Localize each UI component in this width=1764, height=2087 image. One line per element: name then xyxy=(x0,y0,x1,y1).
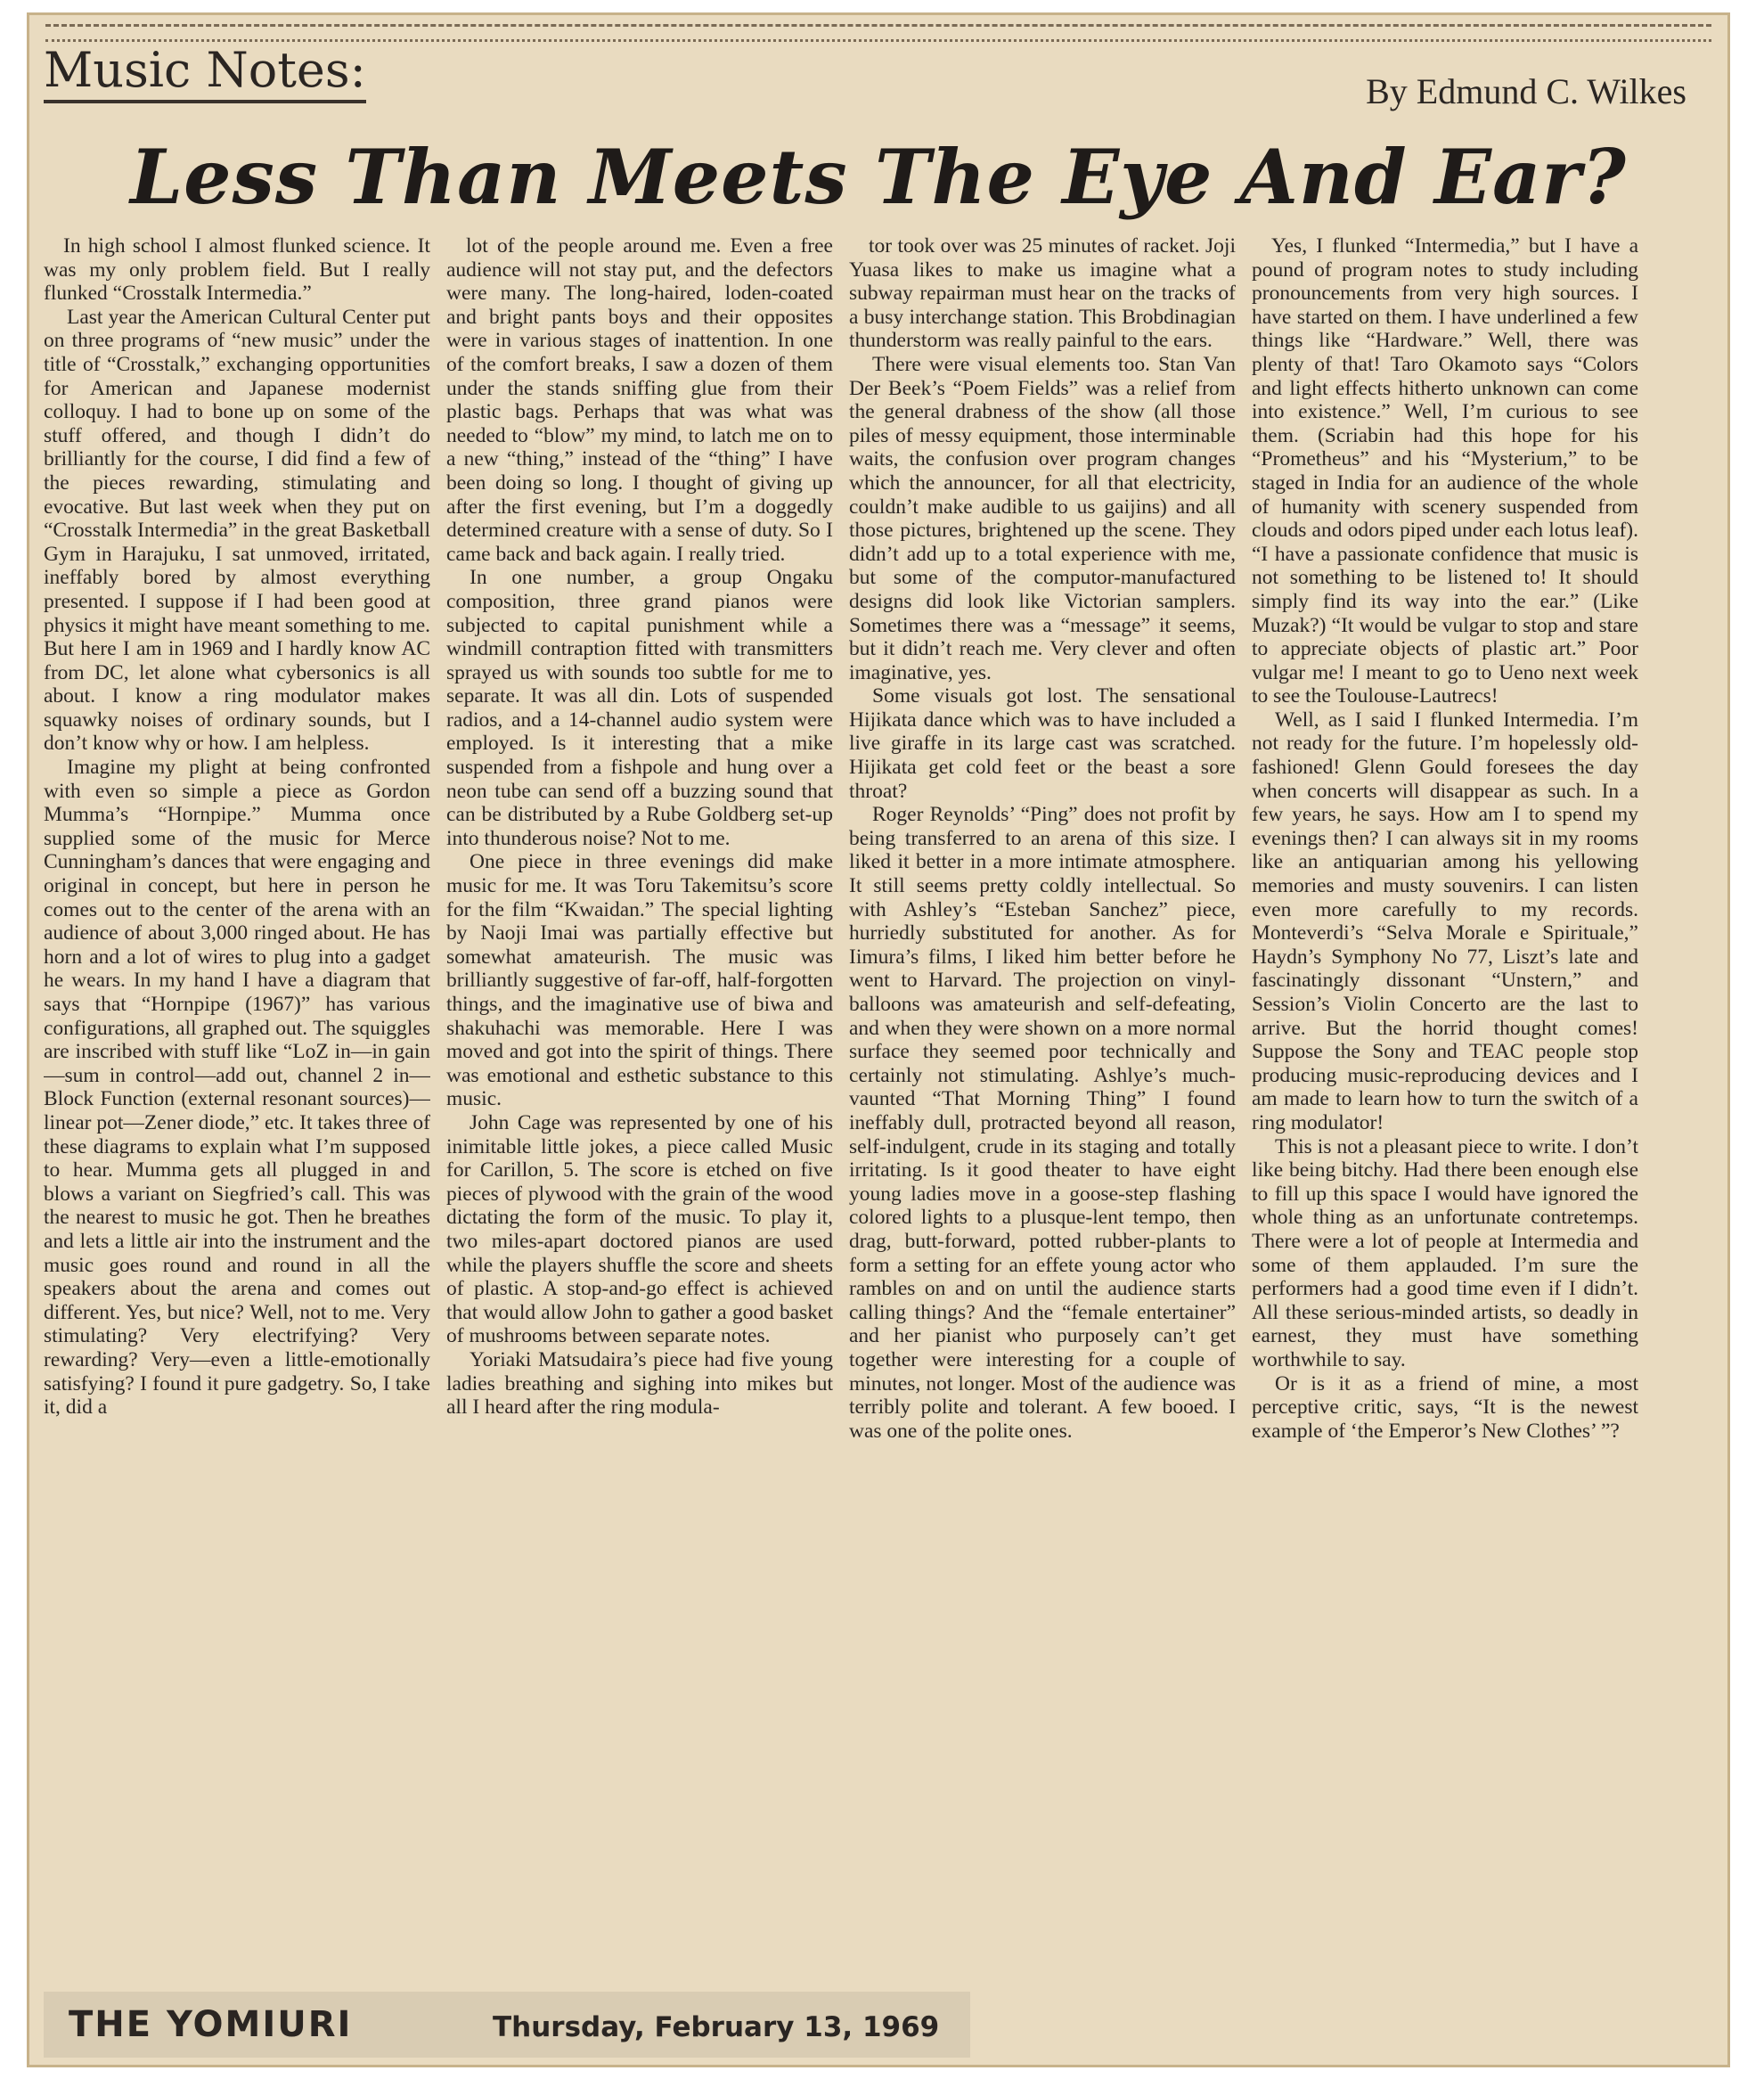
newspaper-name: THE YOMIURI xyxy=(69,2004,353,2045)
article-column-1 xyxy=(44,234,430,1981)
paragraph: Well, as I said I flunked Intermedia. I’m not ready for the future. I’m hopelessly old-fashioned! Glenn Gould foresees the day when concerts will disappear as such. In a few years, he says. How am I to spend my evenings then? I can always sit in my rooms like an antiquarian among his yellowing memories and musty souvenirs. I can listen even more carefully to my records. Monteverdi’s “Selva Morale e Spirituale,” Haydn’s Symphony No 77, Liszt’s late and fascinatingly dissonant “Unstern,” and Session’s Violin Concerto are the last to arrive. But the horrid thought comes! Suppose the Sony and TEAC people stop producing music-reproducing devices and I am made to learn how to turn the switch of a ring modulator! xyxy=(1252,708,1638,1134)
byline: By Edmund C. Wilkes xyxy=(1366,71,1686,111)
paragraph: In one number, a group Ongaku composition, three grand pianos were subjected to capital punishment while a windmill contraption fitted with transmitters sprayed us with sounds too subtle for me to separate. It was all din. Lots of suspended radios, and a 14-channel audio system were employed. Is it interesting that a mike suspended from a fishpole and hung over a neon tube can send off a buzzing sound that can be distributed by a Rube Goldberg set-up into thunderous noise? Not to me. xyxy=(446,566,833,850)
article-column-2 xyxy=(446,234,833,1981)
section-label: Music Notes: xyxy=(44,42,366,103)
article-column-3 xyxy=(849,234,1236,1981)
decorative-border xyxy=(45,24,1711,42)
paragraph: Yoriaki Matsudaira’s piece had five young ladies breathing and sighing into mikes but all I heard after the ring modula- xyxy=(446,1347,833,1420)
paragraph: One piece in three evenings did make music for me. It was Toru Takemitsu’s score for the film “Kwaidan.” The special lighting by Naoji Imai was partially effective but somewhat amateurish. The music was brilliantly suggestive of far-off, half-forgotten things, and the imaginative use of biwa and shakuhachi was memorable. Here I was moved and got into the spirit of things. There was emotional and esthetic substance to this music. xyxy=(446,850,833,1111)
paragraph: lot of the people around me. Even a free audience will not stay put, and the defectors were many. The long-haired, loden-coated and bright pants boys and their opposites were in various stages of inattention. In one of the comfort breaks, I saw a dozen of them under the stands sniffing glue from their plastic bags. Perhaps that was what was needed to “blow” my mind, to latch me on to a new “thing,” instead of the “thing” I have been doing so long. I thought of giving up after the first evening, but I’m a doggedly determined creature with a sense of duty. So I came back and back again. I really tried. xyxy=(446,234,833,566)
paragraph: Some visuals got lost. The sensational Hijikata dance which was to have included a live giraffe in its large cast was scratched. Hijikata get cold feet or the beast a sore throat? xyxy=(849,684,1236,803)
paragraph: In high school I almost flunked science. It was my only problem field. But I really flunked “Crosstalk Intermedia.” xyxy=(44,234,430,306)
paragraph: There were visual elements too. Stan Van Der Beek’s “Poem Fields” was a relief from the general drabness of the show (all those piles of messy equipment, those interminable waits, the confusion over program changes which the announcer, for all that electricity, couldn’t make audible to us gaijins) and all those pictures, brightened up the scene. They didn’t add up to a total experience with me, but some of the computor-manufactured designs did look like Victorian samplers. Sometimes there was a “message” it seems, but it didn’t reach me. Very clever and often imaginative, yes. xyxy=(849,352,1236,684)
paragraph: Last year the American Cultural Center put on three programs of “new music” under the title of “Crosstalk,” exchanging opportunities for American and Japanese modernist colloquy. I had to bone up on some of the stuff offered, and though I didn’t do brilliantly for the course, I did find a few of the pieces rewarding, stimulating and evocative. But last week when they put on “Crosstalk Intermedia” in the great Basketball Gym in Harajuku, I sat unmoved, irritated, ineffably bored by almost everything presented. I suppose if I had been good at physics it might have meant something to me. But here I am in 1969 and I hardly know AC from DC, let alone what cybersonics is all about. I know a ring modulator makes squawky noises of ordinary sounds, but I don’t know why or how. I am helpless. xyxy=(44,305,430,756)
article-body xyxy=(44,234,1638,1981)
paragraph: Imagine my plight at being confronted with even so simple a piece as Gordon Mumma’s “Hornpipe.” Mumma once supplied some of the music for Merce Cunningham’s dances that were engaging and original in concept, but here in person he comes out to the center of the arena with an audience of about 3,000 ringed about. He has horn and a lot of wires to plug into a gadget he wears. In my hand I have a diagram that says that “Hornpipe (1967)” has various configurations, all graphed out. The squiggles are inscribed with stuff like “LoZ in—in gain—sum in control—add out, channel 2 in—Block Function (external resonant sources)—linear pot—Zener diode,” etc. It takes three of these diagrams to explain what I’m supposed to hear. Mumma gets all plugged in and blows a variant on Siegfried’s call. This was the nearest to music he got. Then he breathes and lets a little air into the instrument and the music goes round and round in all the speakers about the arena and comes out different. Yes, but nice? Well, not to me. Very stimulating? Very electrifying? Very rewarding? Very—even a little-emotionally satisfying? I found it pure gadgetry. So, I take it, did a xyxy=(44,756,430,1420)
newspaper-clipping xyxy=(27,12,1730,2067)
publication-date: Thursday, February 13, 1969 xyxy=(493,2011,940,2043)
paragraph: tor took over was 25 minutes of racket. Joji Yuasa likes to make us imagine what a subway repairman must hear on the tracks of a busy interchange station. This Brobdinagian thunderstorm was really painful to the ears. xyxy=(849,234,1236,353)
paragraph: Roger Reynolds’ “Ping” does not profit by being transferred to an arena of this size. I liked it better in a more intimate atmosphere. It still seems pretty coldly intellectual. So with Ashley’s “Esteban Sanchez” piece, hurriedly substituted for another. As for Iimura’s films, I liked him better before he went to Harvard. The projection on vinyl-balloons was amateurish and self-defeating, and when they were shown on a more normal surface they seemed poor technically and certainly not stimulating. Ashlye’s much-vaunted “That Morning Thing” I found ineffably dull, protracted beyond all reason, self-indulgent, crude in its staging and totally irritating. Is it good theater to have eight young ladies move in a goose-step flashing colored lights to a plusque-lent tempo, then drag, butt-forward, potted rubber-plants to form a setting for an effete young actor who rambles on and on until the audience starts calling things? And the “female entertainer” and her pianist who purposely can’t get together were interesting for a couple of minutes, not longer. Most of the audience was terribly polite and tolerant. A few booed. I was one of the polite ones. xyxy=(849,803,1236,1443)
paragraph: Or is it as a friend of mine, a most perceptive critic, says, “It is the newest example of ‘the Emperor’s New Clothes’ ”? xyxy=(1252,1371,1638,1443)
paragraph: This is not a pleasant piece to write. I don’t like being bitchy. Had there been enough else to fill up this space I would have ignored the whole thing as an unfortunate contretemps. There were a lot of people at Intermedia and some of them applauded. I’m sure the performers had a good time even if I didn’t. All these serious-minded artists, so deadly in earnest, they must have something worthwhile to say. xyxy=(1252,1134,1638,1371)
article-column-4 xyxy=(1252,234,1638,1981)
paragraph: Yes, I flunked “Intermedia,” but I have a pound of program notes to study including pronouncements from very high sources. I have started on them. I have underlined a few things like “Hardware.” Well, there was plenty of that! Taro Okamoto says “Colors and light effects hitherto unknown can come into existence.” Well, I’m curious to see them. (Scriabin had this hope for his “Prometheus” and his “Mysterium,” to be staged in India for an audience of the whole of humanity with scenery suspended from clouds and odors piped under each lotus leaf). “I have a passionate confidence that music is not something to be listened to! It should simply find its way into the ear.” (Like Muzak?) “It would be vulgar to stop and stare to appreciate objects of plastic art.” Poor vulgar me! I meant to go to Ueno next week to see the Toulouse-Lautrecs! xyxy=(1252,234,1638,708)
headline: Less Than Meets The Eye And Ear? xyxy=(130,133,1627,221)
paragraph: John Cage was represented by one of his inimitable little jokes, a piece called Music for Carillon, 5. The score is etched on five pieces of plywood with the grain of the wood dictating the form of the music. To play it, two miles-apart doctored pianos are used while the players shuffle the score and sheets of plastic. A stop-and-go effect is achieved that would allow John to gather a good basket of mushrooms between separate notes. xyxy=(446,1110,833,1348)
